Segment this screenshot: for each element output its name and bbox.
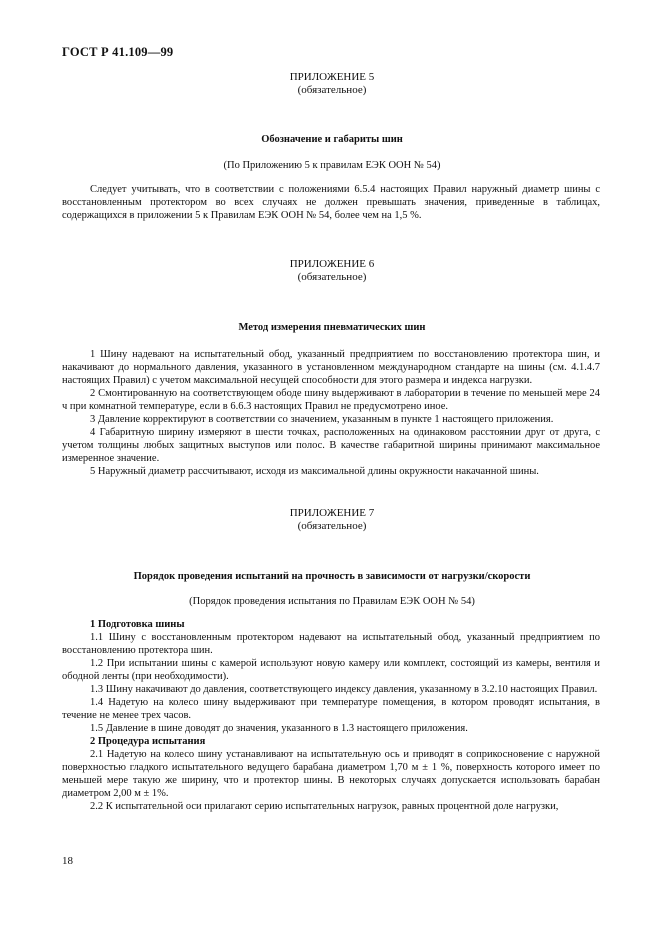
list-item: 3 Давление корректируют в соответствии со значением, указанным в пункте 1 настоящего приложения. — [90, 414, 554, 425]
appendix-5-body — [62, 183, 600, 222]
list-item: 1 Шину надевают на испытательный обод, указанный предприятием по восстановлению протектора шин, и накачивают до нормального давления, указанного в установленном международном стандарте на шины (см. 4.1.4.7 настоящих Правил) с учетом максимальной несущей способности для этого размера и индекса нагрузки. — [62, 349, 600, 386]
list-item: 2.2 К испытательной оси прилагают серию испытательных нагрузок, равных процентной доле нагрузки, — [90, 801, 559, 812]
list-item: 1.2 При испытании шины с камерой используют новую камеру или комплект, состоящий из камеры, вентиля и ободной ленты (при необходимости). — [62, 658, 600, 682]
list-item: 1.5 Давление в шине доводят до значения, указанного в 1.3 настоящего приложения. — [90, 723, 468, 734]
appendix-7-title: Порядок проведения испытаний на прочность в зависимости от нагрузки/скорости — [133, 571, 531, 582]
section-heading-1: 1 Подготовка шины — [90, 619, 185, 630]
document-header: ГОСТ Р 41.109—99 — [62, 45, 174, 59]
appendix-6-status: (обязательное) — [297, 271, 367, 283]
list-item: 4 Габаритную ширину измеряют в шести точках, расположенных на одинаковом расстоянии друг от друга, с учетом толщины любых защитных выступов или полос. В качестве габаритной ширины принимают максимальное измеренное значение. — [62, 427, 600, 464]
appendix-5-status: (обязательное) — [297, 84, 367, 96]
appendix-7-label: ПРИЛОЖЕНИЕ 7 — [289, 507, 375, 519]
list-item: 1.1 Шину с восстановленным протектором надевают на испытательный обод, указанный предприятием по восстановлению протектора шин. — [62, 632, 600, 656]
appendix-5-paragraph: Следует учитывать, что в соответствии с положениями 6.5.4 настоящих Правил наружный диаметр шины с восстановленным протектором во всех случаях не должен превышать значения, приведенные в таблицах, содержащихся в приложении 5 к Правилам ЕЭК ООН № 54, более чем на 1,5 %. — [62, 184, 600, 221]
list-item: 1.4 Надетую на колесо шину выдерживают при температуре помещения, в котором проводят испытания, в течение не менее трех часов. — [62, 697, 600, 721]
list-item: 2.1 Надетую на колесо шину устанавливают на испытательную ось и приводят в соприкосновение с наружной поверхностью гладкого испытательного ведущего барабана диаметром 1,70 м ± 1 %, поверхность которого имеет по меньшей мере такую же ширину, что и протектор шины. В некоторых случаях допускается использовать барабан диаметром 2,00 м ± 1%. — [62, 749, 600, 799]
page-number: 18 — [62, 855, 73, 867]
appendix-7-status: (обязательное) — [297, 520, 367, 532]
list-item: 1.3 Шину накачивают до давления, соответствующего индексу давления, указанному в 3.2.10 настоящих Правил. — [90, 684, 598, 695]
appendix-5-title: Обозначение и габариты шин — [261, 134, 403, 145]
appendix-6-body — [62, 348, 600, 478]
appendix-5-label: ПРИЛОЖЕНИЕ 5 — [289, 71, 375, 83]
list-item: 5 Наружный диаметр рассчитывают, исходя из максимальной длины окружности накачанной шины. — [90, 466, 539, 477]
appendix-6-label: ПРИЛОЖЕНИЕ 6 — [289, 258, 375, 270]
appendix-6-title: Метод измерения пневматических шин — [238, 322, 426, 333]
list-item: 2 Смонтированную на соответствующем ободе шину выдерживают в лаборатории в течение по меньшей мере 24 ч при комнатной температуре, если в 6.6.3 настоящих Правил не предусмотрено иное. — [62, 388, 600, 412]
appendix-7-body — [62, 618, 600, 813]
section-heading-2: 2 Процедура испытания — [90, 736, 206, 747]
appendix-5-subtitle: (По Приложению 5 к правилам ЕЭК ООН № 54) — [223, 160, 441, 171]
appendix-7-subtitle: (Порядок проведения испытания по Правилам ЕЭК ООН № 54) — [189, 596, 475, 607]
